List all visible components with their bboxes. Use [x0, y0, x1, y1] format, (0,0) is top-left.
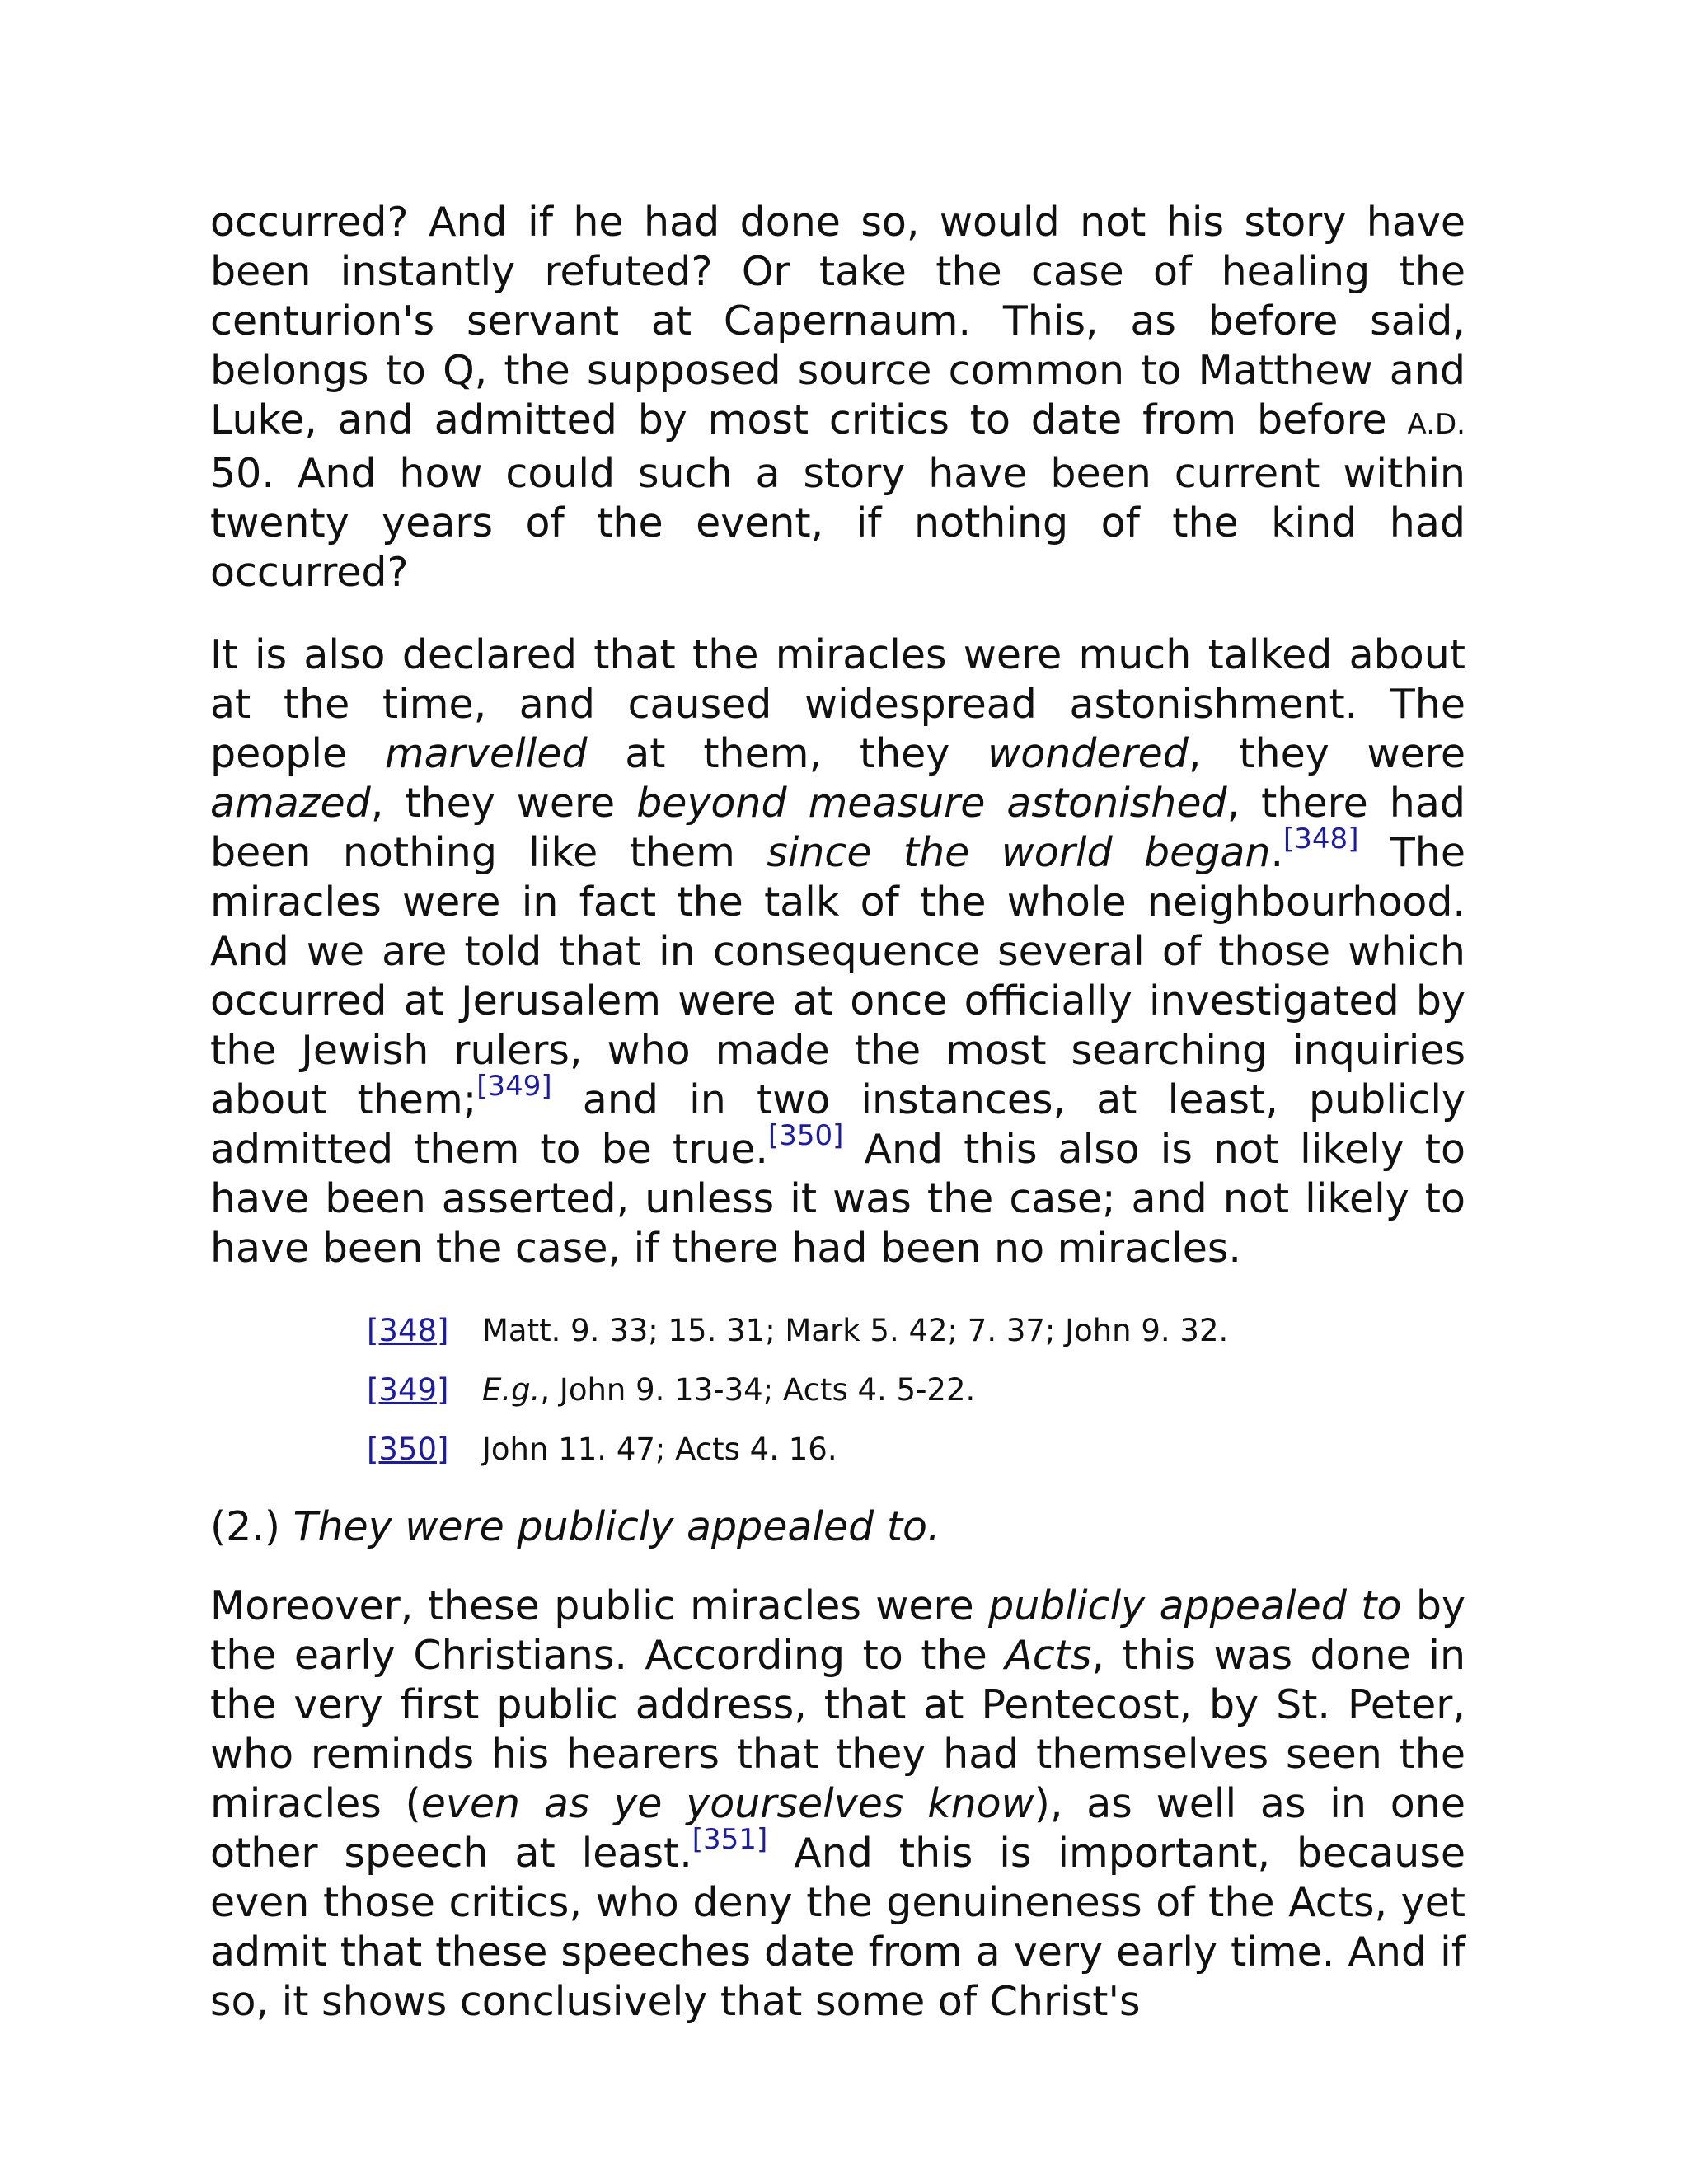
text-run: , there had been nothing like them [210, 780, 1465, 876]
footnote-ref-351 [692, 1823, 767, 1856]
footnote-349 [367, 1371, 1465, 1410]
footnote-text [482, 1371, 1465, 1410]
paragraph-1 [210, 198, 1465, 598]
footnote-ref-349 [476, 1070, 551, 1103]
text-run: , they were [370, 780, 637, 827]
text-run: occurred? And if he had done so, would not his story have been instantly refuted? Or take the case of healing the centurion's servant at Capernaum. This, as before said, belongs to Q, the supposed source common to Matthew and Luke, and admitted by most critics to date from before [210, 199, 1465, 443]
emphasis: amazed [210, 780, 371, 827]
paragraph-3 [210, 1582, 1465, 2027]
emphasis: even as ye yourselves know [420, 1780, 1034, 1827]
text-run: ), as well as in one other speech at least. [210, 1780, 1465, 1877]
text-run: , this was done in the very first public address, that at Pentecost, by St. Peter, who reminds his hearers that they had themselves seen the miracles ( [210, 1632, 1466, 1827]
emphasis: beyond measure astonished [636, 780, 1227, 827]
emphasis: since the world began [767, 829, 1271, 876]
text-run: 50. And how could such a story have been current within twenty years of the event, if nothing of the kind had occurred? [210, 450, 1465, 596]
page-content [210, 198, 1465, 2027]
footnote-link-350[interactable]: [350] [767, 1119, 844, 1152]
footnote-text: Matt. 9. 33; 15. 31; Mark 5. 42; 7. 37; John 9. 32. [482, 1313, 1229, 1348]
footnote-backlink-348[interactable]: [348] [367, 1313, 449, 1348]
emphasis: Acts [1005, 1632, 1092, 1679]
text-run: Moreover, these public miracles were [210, 1582, 989, 1629]
text-run: , they were [1188, 730, 1465, 777]
heading-number: (2.) [210, 1503, 293, 1550]
footnote-link-348[interactable]: [348] [1283, 823, 1359, 855]
text-run: And this is important, because even those critics, who deny the genuineness of the Acts, yet admit that these speeches date from a very early time. And if so, it shows conclusively that some of Christ's [210, 1830, 1466, 2025]
emphasis: marvelled [384, 730, 588, 777]
small-caps-era: A.D. [1407, 408, 1465, 441]
footnote-350 [367, 1430, 1465, 1469]
footnotes [367, 1311, 1465, 1469]
footnote-backlink-350[interactable]: [350] [367, 1432, 449, 1467]
text-run: , John 9. 13-34; Acts 4. 5-22. [540, 1372, 976, 1408]
footnote-text: John 11. 47; Acts 4. 16. [482, 1432, 837, 1467]
text-run: by the early Christians. According to the [210, 1582, 1465, 1679]
footnote-link-349[interactable]: [349] [476, 1070, 552, 1103]
text-run: at them, they [587, 730, 988, 777]
text-run: And this also is not likely to have been asserted, unless it was the case; and not likely to have been the case, if there had been no miracles. [210, 1126, 1465, 1272]
footnote-ref-350 [768, 1119, 843, 1152]
footnote-number [367, 1371, 482, 1410]
footnote-ref-348 [1283, 823, 1358, 855]
text-run: It is also declared that the miracles were much talked about at the time, and caused widespread astonishment. The people [210, 631, 1465, 777]
section-heading [210, 1502, 1465, 1552]
emphasis: wondered [987, 730, 1189, 777]
text-run: and in two instances, at least, publicly admitted them to be true. [210, 1076, 1465, 1173]
paragraph-2 [210, 630, 1465, 1273]
footnote-348 [367, 1311, 1465, 1351]
heading-title: They were publicly appealed to. [293, 1503, 940, 1550]
text-run: . [1270, 829, 1284, 876]
footnote-link-351[interactable]: [351] [692, 1823, 768, 1856]
emphasis: E.g. [482, 1372, 541, 1408]
text-run: The miracles were in fact the talk of the whole neighbourhood. And we are told that in consequence several of those which occurred at Jerusalem were at once officially investigated by the Jewish rulers, who made the most searching inquiries about them; [210, 829, 1465, 1123]
emphasis: publicly appealed to [988, 1582, 1402, 1629]
footnote-number [367, 1311, 482, 1351]
footnote-number [367, 1430, 482, 1469]
footnote-backlink-349[interactable]: [349] [367, 1372, 449, 1408]
